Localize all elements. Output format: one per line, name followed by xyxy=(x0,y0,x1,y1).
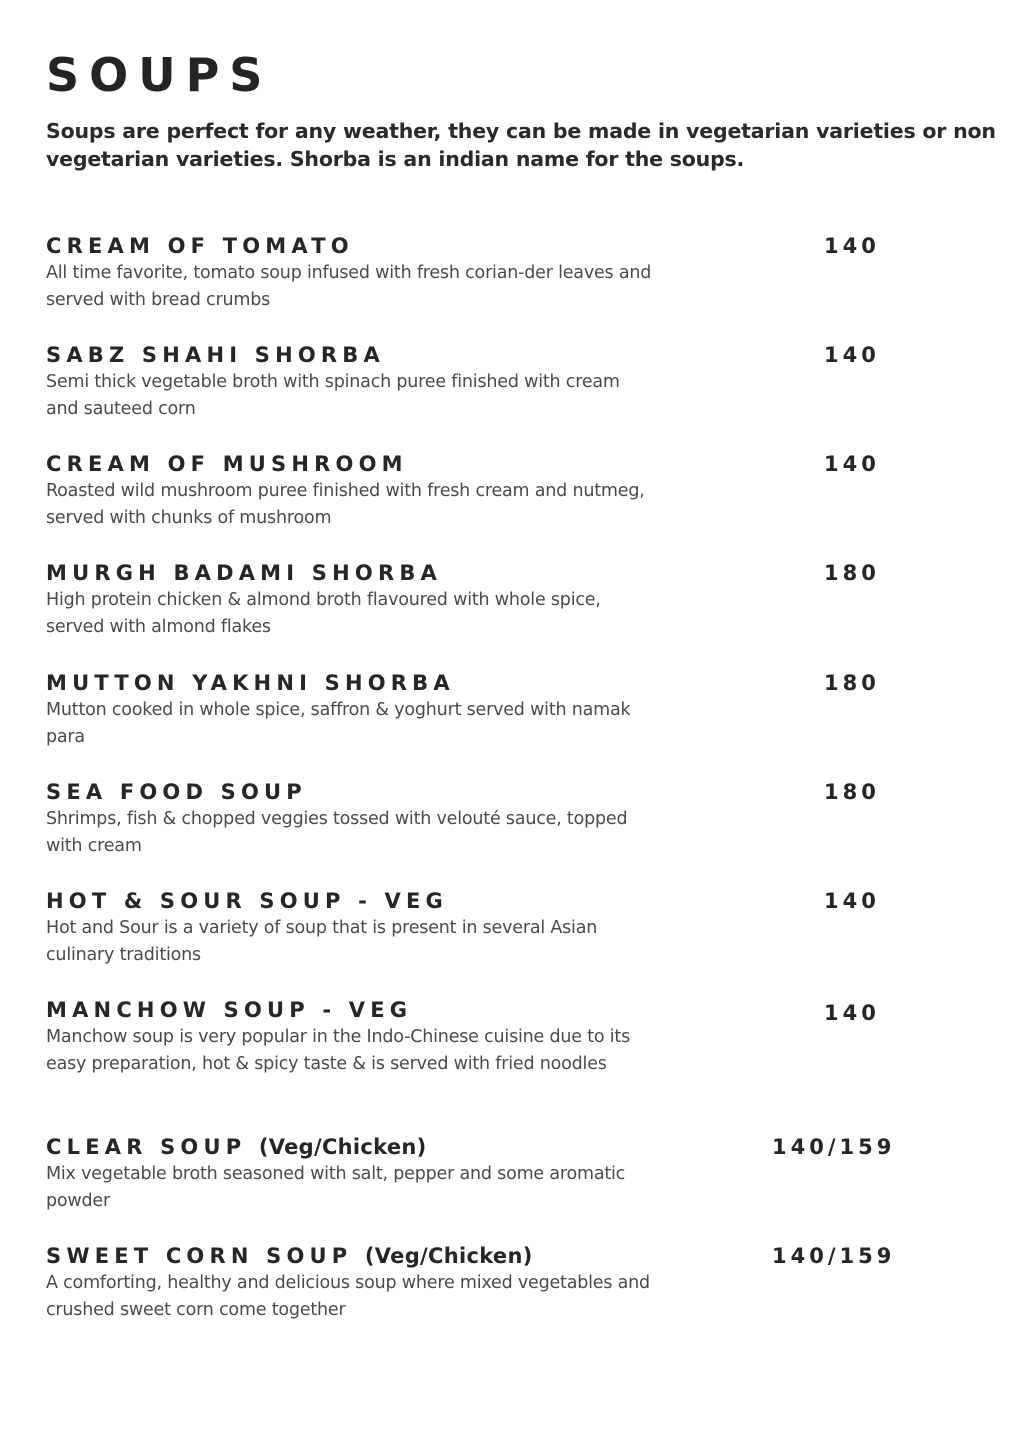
item-variant: (Veg/Chicken) xyxy=(258,1135,427,1159)
item-description: Roasted wild mushroom puree finished with fresh cream and nutmeg, served with chunks of mushroom xyxy=(46,481,645,528)
item-description: A comforting, healthy and delicious soup where mixed vegetables and crushed sweet corn come together xyxy=(46,1273,650,1320)
item-price: 180 xyxy=(824,561,880,585)
item-name: MURGH BADAMI SHORBA xyxy=(46,561,442,585)
menu-item-manchow-soup xyxy=(46,997,976,1078)
item-price: 140 xyxy=(824,1001,880,1025)
item-name: CREAM OF TOMATO xyxy=(46,234,354,258)
item-name: CLEAR SOUP (Veg/Chicken) xyxy=(46,1135,427,1159)
item-price: 140 xyxy=(824,234,880,258)
menu-item-clear-soup xyxy=(46,1134,976,1215)
item-name: SABZ SHAHI SHORBA xyxy=(46,343,385,367)
item-description: Semi thick vegetable broth with spinach puree finished with cream and sauteed corn xyxy=(46,372,620,419)
item-price: 140 xyxy=(824,889,880,913)
section-intro: Soups are perfect for any weather, they can be made in vegetarian varieties or non vegetarian varieties. Shorba is an indian name for the soups. xyxy=(46,119,996,171)
item-price: 140 xyxy=(824,452,880,476)
item-name: SWEET CORN SOUP (Veg/Chicken) xyxy=(46,1244,533,1268)
item-price: 180 xyxy=(824,780,880,804)
item-price: 180 xyxy=(824,671,880,695)
menu-item-cream-of-mushroom xyxy=(46,451,976,532)
menu-item-sea-food-soup xyxy=(46,779,976,860)
menu-item-hot-and-sour-soup xyxy=(46,888,976,969)
item-name: CREAM OF MUSHROOM xyxy=(46,452,408,476)
item-price: 140/159 xyxy=(772,1135,896,1159)
item-description: Hot and Sour is a variety of soup that is present in several Asian culinary traditions xyxy=(46,918,598,965)
item-description: Shrimps, fish & chopped veggies tossed with velouté sauce, topped with cream xyxy=(46,809,628,856)
page-title: SOUPS xyxy=(46,48,273,102)
menu-item-murgh-badami-shorba xyxy=(46,560,976,641)
item-description: All time favorite, tomato soup infused with fresh corian-der leaves and served with bread crumbs xyxy=(46,263,652,310)
item-description: Mutton cooked in whole spice, saffron & yoghurt served with namak para xyxy=(46,700,631,747)
item-description: High protein chicken & almond broth flavoured with whole spice, served with almond flakes xyxy=(46,590,601,637)
item-description: Mix vegetable broth seasoned with salt, pepper and some aromatic powder xyxy=(46,1164,626,1211)
menu-item-sabz-shahi-shorba xyxy=(46,342,976,423)
item-name: MUTTON YAKHNI SHORBA xyxy=(46,671,455,695)
item-description: Manchow soup is very popular in the Indo-Chinese cuisine due to its easy preparation, hot & spicy taste & is served with fried noodles xyxy=(46,1027,630,1074)
item-name: MANCHOW SOUP - VEG xyxy=(46,998,413,1022)
item-name: SEA FOOD SOUP xyxy=(46,780,307,804)
menu-item-sweet-corn-soup xyxy=(46,1243,976,1324)
menu-item-cream-of-tomato xyxy=(46,233,976,314)
item-name: HOT & SOUR SOUP - VEG xyxy=(46,889,448,913)
menu-item-mutton-yakhni-shorba xyxy=(46,670,976,751)
item-variant: (Veg/Chicken) xyxy=(364,1244,533,1268)
item-price: 140 xyxy=(824,343,880,367)
item-price: 140/159 xyxy=(772,1244,896,1268)
